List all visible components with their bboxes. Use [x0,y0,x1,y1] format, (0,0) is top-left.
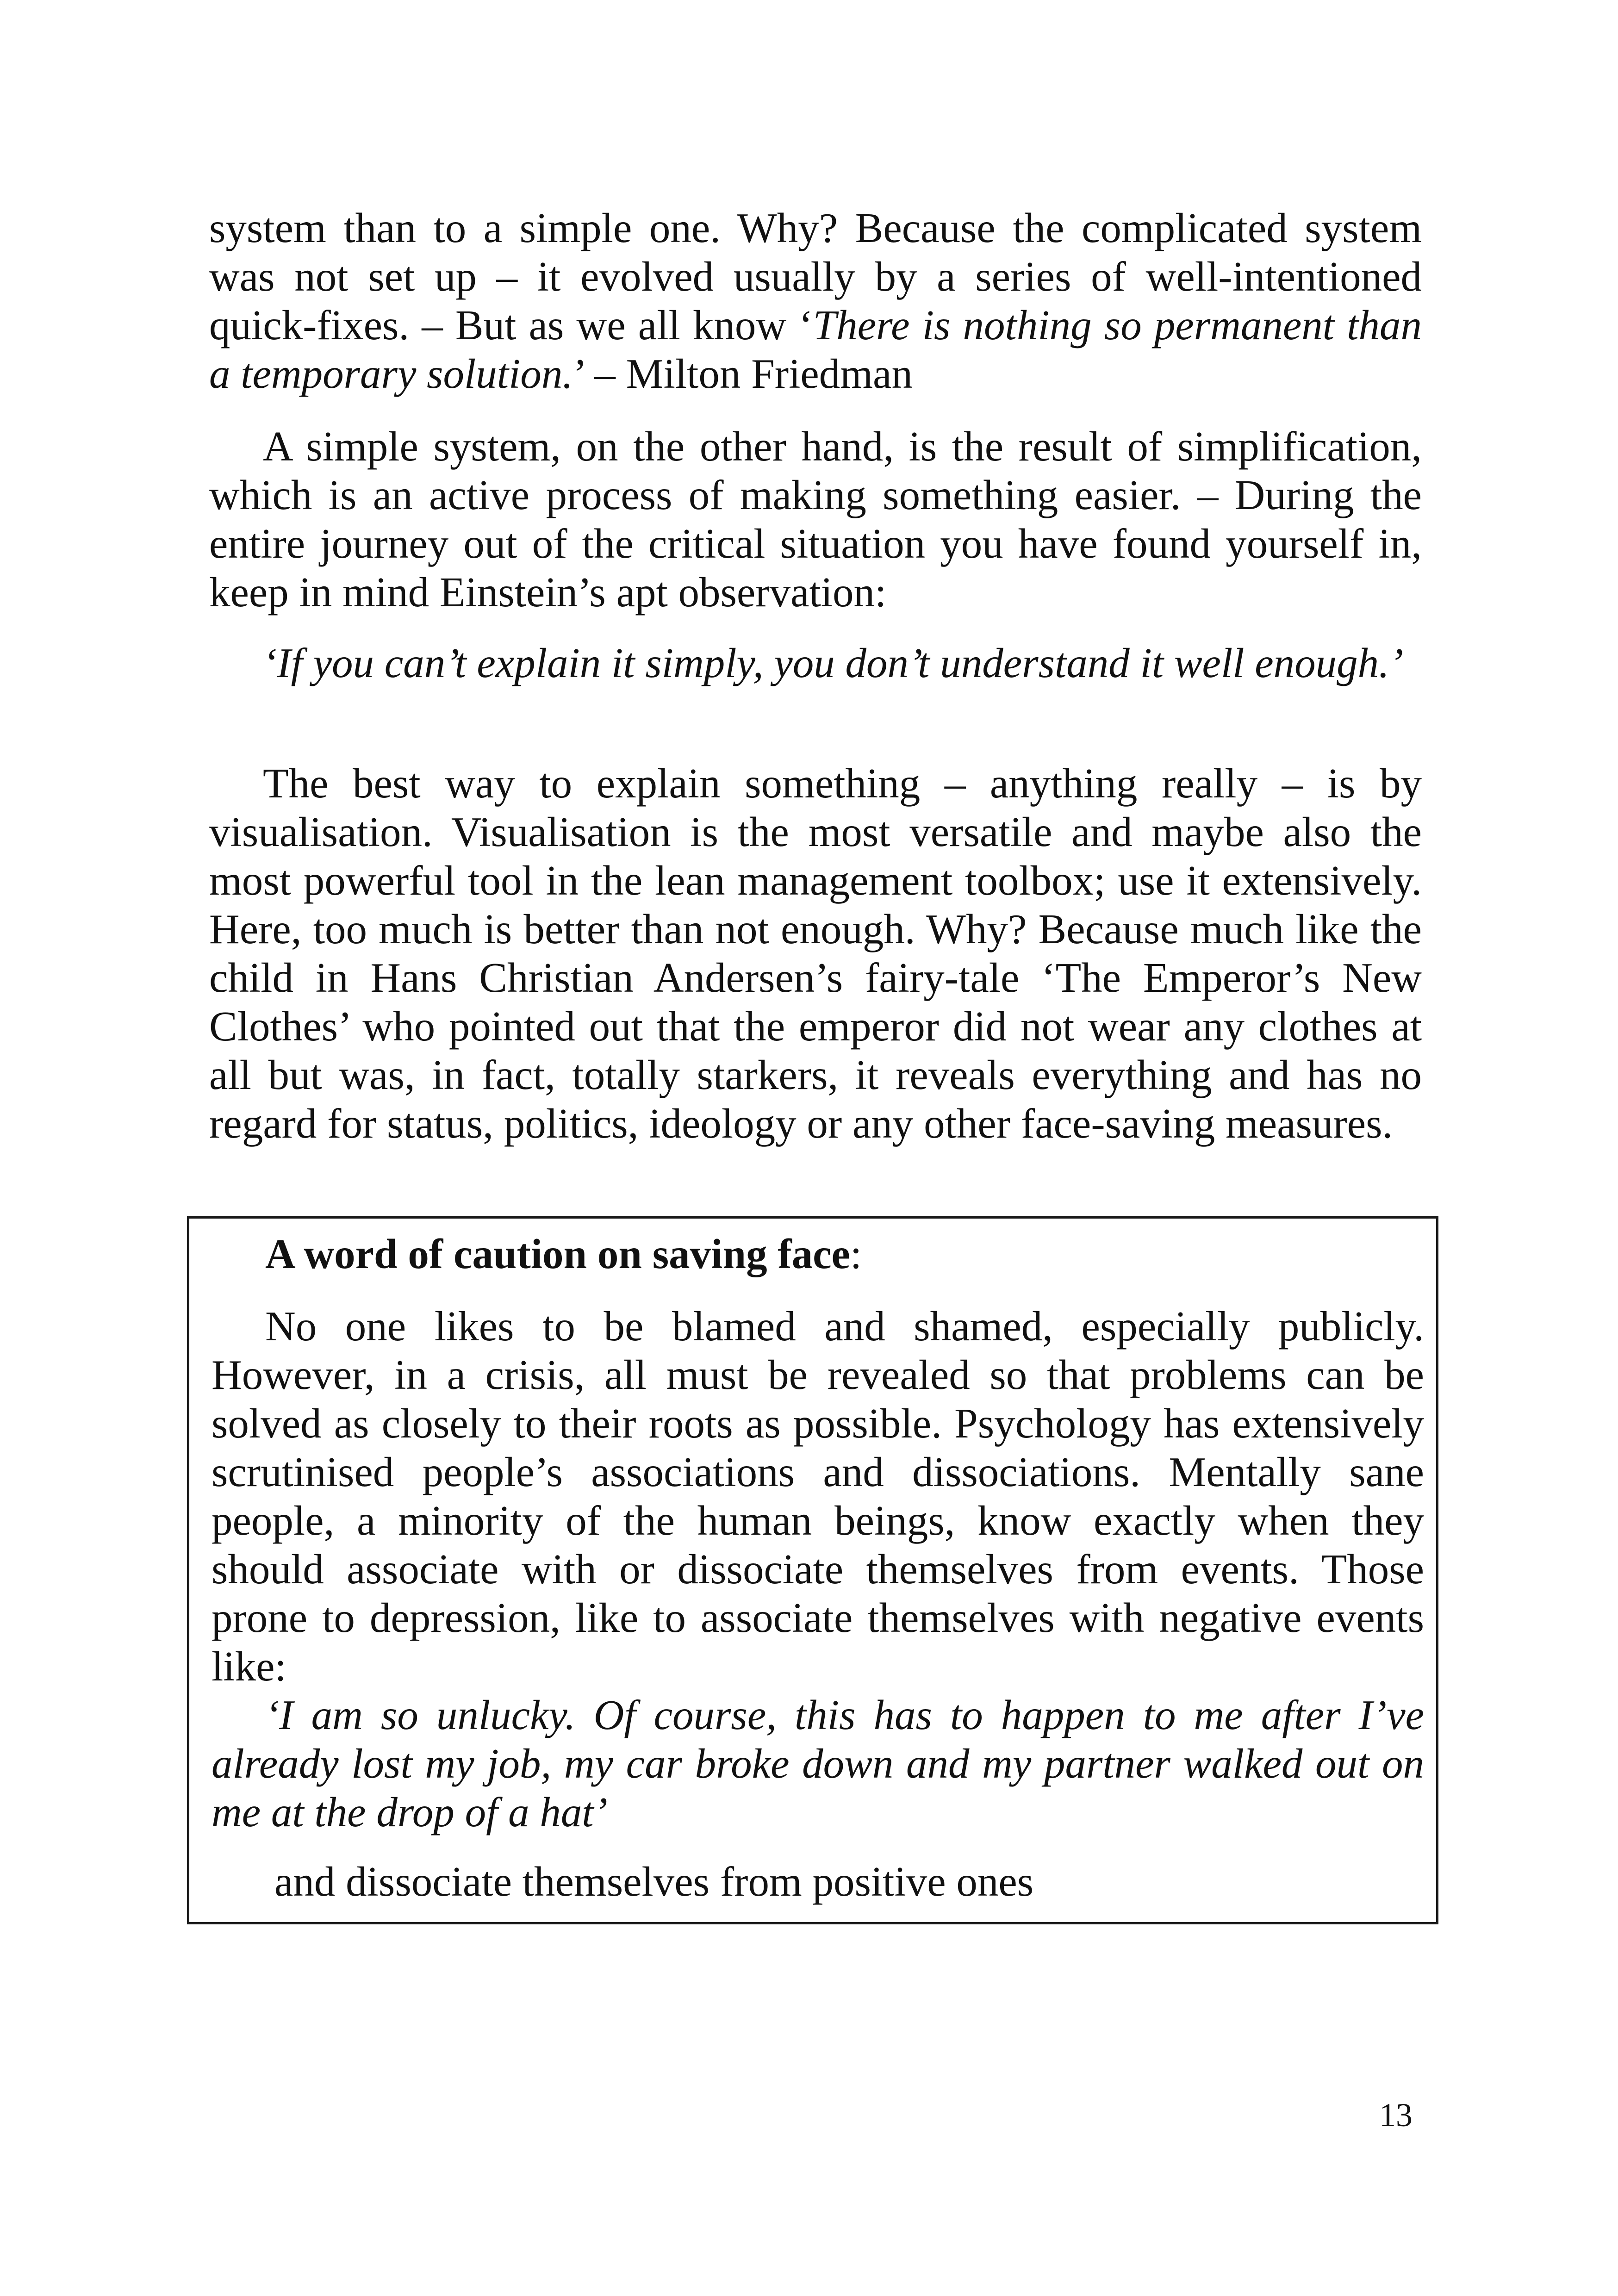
paragraph-text: and dissociate themselves from positive ones [274,1858,1034,1905]
paragraph-simple-system [209,422,1422,616]
paragraph-text: No one likes to be blamed and shamed, especially publicly. However, in a crisis, all must be revealed so that problems can be solved as closely to their roots as possible. Psychology has extensively scrutinised people’s associations and dissociations. Mentally sane people, a minority of the human beings, know exactly when they should associate with or dissociate themselves from events. Those prone to depression, like to associate themselves with negative events like: [212,1303,1424,1690]
paragraph-text: A simple system, on the other hand, is the result of simplification, which is an active process of making something easier. – During the entire journey out of the critical situation you have found yourself in, keep in mind Einstein’s apt observation: [209,423,1422,616]
caution-box-title-colon: : [850,1231,862,1277]
caution-box-paragraph [212,1302,1424,1691]
page-number: 13 [1379,2097,1413,2134]
quote-text: ‘If you can’t explain it simply, you don’t understand it well enough.’ [263,640,1404,686]
paragraph-text: The best way to explain something – anything really – is by visualisation. Visualisation is the most versatile and maybe also the most powerful tool in the lean management toolbox; use it extensively. Here, too much is better than not enough. Why? Because much like the child in Hans Christian Andersen’s fairy-tale ‘The Emperor’s New Clothes’ who pointed out that the emperor did not wear any clothes at all but was, in fact, totally starkers, it reveals everything and has no regard for status, politics, ideology or any other face-saving measures. [209,760,1422,1147]
paragraph-visualisation [209,759,1422,1148]
paragraph-complicated-system [209,204,1422,398]
caution-box [187,1216,1438,1924]
friedman-quote: There is nothing so permanent than a temporary solution. [209,302,1422,397]
einstein-quote [209,639,1422,687]
caution-box-title: A word of caution on saving face [265,1231,850,1277]
caution-box-closing [212,1857,1424,1906]
caution-box-quote [212,1691,1424,1836]
caution-box-heading [212,1230,1424,1278]
paragraph-text: system than to a simple one. Why? Because the complicated system was not set up – it evolved usually by a series of well-intentioned quick-fixes. – But as we all know ‘ [209,205,1422,348]
quote-text: ‘I am so unlucky. Of course, this has to happen to me after I’ve already lost my job, my car broke down and my partner walked out on me at the drop of a hat’ [212,1692,1424,1836]
paragraph-text-attribution: ’ – Milton Friedman [573,350,913,397]
